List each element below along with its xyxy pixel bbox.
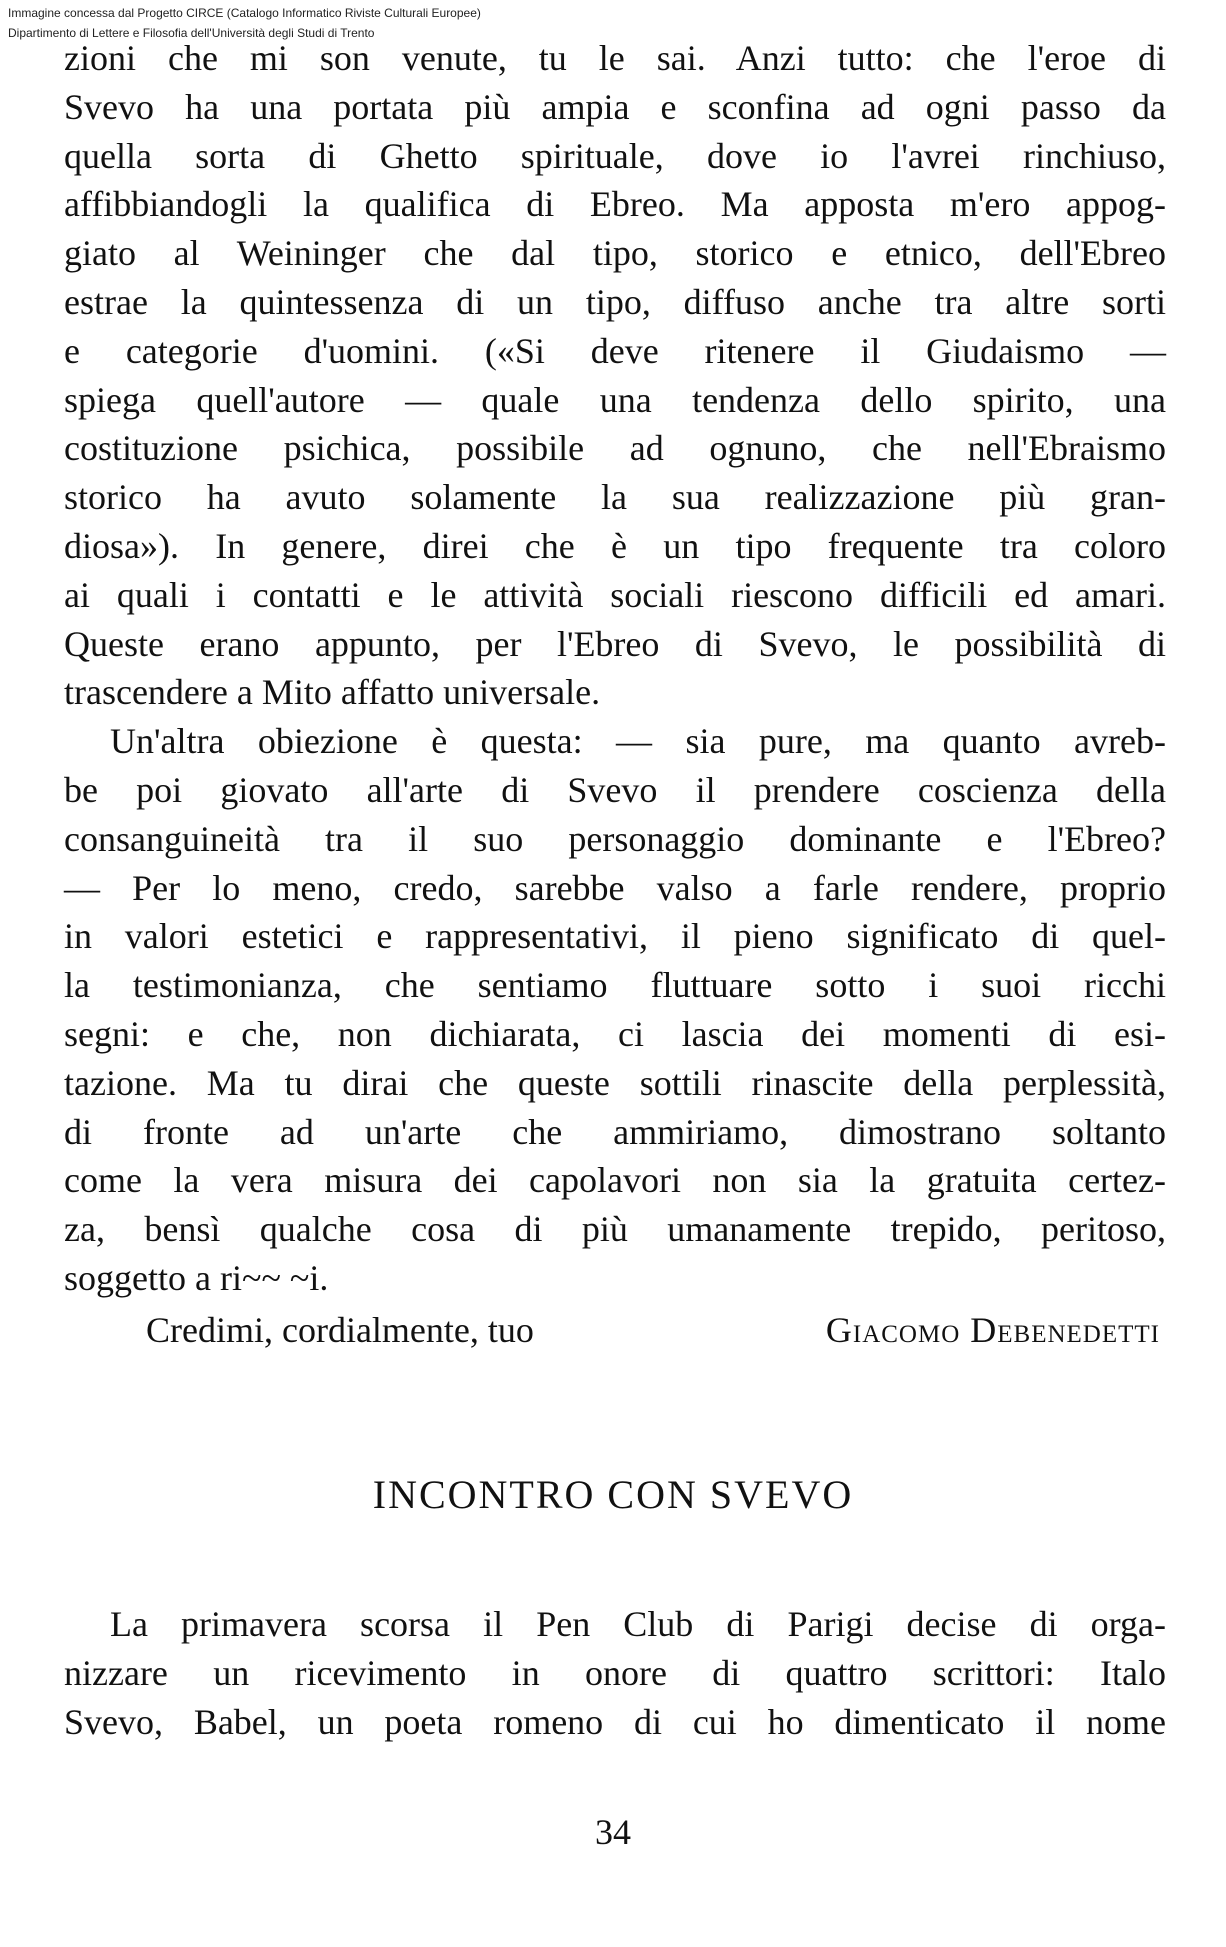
text-line: zioni che mi son venute, tu le sai. Anzi tutto: che l'eroe di	[64, 38, 1166, 78]
text-line: segni: e che, non dichiarata, ci lascia dei momenti di esi-	[64, 1013, 1166, 1054]
author-signature: Giacomo Debenedetti	[825, 1310, 1160, 1350]
letter-signoff	[64, 1305, 1166, 1355]
text-line: in valori estetici e rappresentativi, il pieno significato di quel-	[64, 916, 1166, 957]
text-line: za, bensì qualche cosa di più umanamente trepido, peritoso,	[64, 1209, 1166, 1250]
text-line: spiega quell'autore — quale una tendenza dello spirito, una	[64, 379, 1166, 420]
text-line: affibbiandogli la qualifica di Ebreo. Ma apposta m'ero appog-	[64, 184, 1166, 225]
text-line: Svevo ha una portata più ampia e sconfina ad ogni passo da	[64, 86, 1166, 127]
text-line: ai quali i contatti e le attività sociali riescono difficili ed amari.	[64, 574, 1166, 615]
text-line: trascendere a Mito affatto universale.	[64, 672, 601, 713]
source-credit-line-2: Dipartimento di Lettere e Filosofia dell'Università degli Studi di Trento	[8, 26, 375, 40]
text-line: tazione. Ma tu dirai che queste sottili rinascite della perplessità,	[64, 1062, 1166, 1103]
page-number: 34	[595, 1812, 631, 1852]
text-line: estrae la quintessenza di un tipo, diffuso anche tra altre sorti	[64, 281, 1166, 322]
text-line: come la vera misura dei capolavori non sia la gratuita certez-	[64, 1160, 1166, 1201]
text-line: consanguineità tra il suo personaggio dominante e l'Ebreo?	[64, 818, 1166, 859]
closing-salutation: Credimi, cordialmente, tuo	[146, 1310, 534, 1350]
text-line: be poi giovato all'arte di Svevo il prendere coscienza della	[64, 769, 1166, 810]
section-title: INCONTRO CON SVEVO	[372, 1472, 854, 1517]
text-line: soggetto a ri~~ ~i.	[64, 1257, 329, 1298]
text-line: quella sorta di Ghetto spirituale, dove io l'avrei rinchiuso,	[64, 135, 1166, 176]
text-line: Svevo, Babel, un poeta romeno di cui ho dimenticato il nome	[64, 1701, 1166, 1742]
letter-body	[64, 34, 1166, 1303]
text-line: la testimonianza, che sentiamo fluttuare sotto i suoi ricchi	[64, 965, 1166, 1006]
text-line: storico ha avuto solamente la sua realizzazione più gran-	[64, 477, 1166, 518]
text-line: e categorie d'uomini. («Si deve ritenere il Giudaismo —	[64, 330, 1166, 371]
source-credit-line-1: Immagine concessa dal Progetto CIRCE (Catalogo Informatico Riviste Culturali Europee)	[8, 6, 481, 20]
text-line: diosa»). In genere, direi che è un tipo frequente tra coloro	[64, 525, 1166, 566]
section-body	[64, 1600, 1166, 1746]
text-line: Queste erano appunto, per l'Ebreo di Svevo, le possibilità di	[64, 623, 1166, 664]
text-line: La primavera scorsa il Pen Club di Parigi decise di orga-	[110, 1604, 1166, 1644]
text-line: Un'altra obiezione è questa: — sia pure, ma quanto avreb-	[110, 721, 1166, 762]
text-line: — Per lo meno, credo, sarebbe valso a farle rendere, proprio	[64, 867, 1166, 908]
text-line: costituzione psichica, possibile ad ognuno, che nell'Ebraismo	[64, 428, 1166, 469]
text-line: giato al Weininger che dal tipo, storico e etnico, dell'Ebreo	[64, 233, 1166, 274]
text-line: nizzare un ricevimento in onore di quattro scrittori: Italo	[64, 1652, 1166, 1693]
text-line: di fronte ad un'arte che ammiriamo, dimostrano soltanto	[64, 1111, 1166, 1152]
